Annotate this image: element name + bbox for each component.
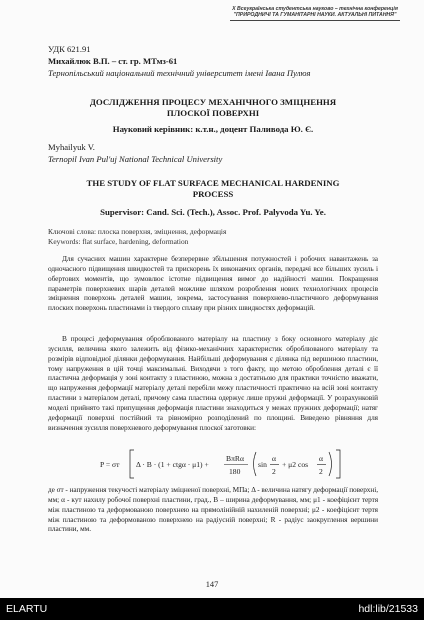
footer-repository-name: ELARTU: [6, 603, 48, 615]
title-en-line1: THE STUDY OF FLAT SURFACE MECHANICAL HARDENING: [86, 178, 340, 188]
udc-code: УДК 621.91: [48, 44, 91, 54]
title-en: [48, 178, 378, 200]
formula-term1: Δ · B · (1 + ctgα · μ1) +: [136, 460, 209, 469]
conference-header-line1: X Всеукраїнська студентська науково – технічна конференція: [232, 6, 398, 12]
title-ua: [48, 97, 378, 119]
formula-numerator: BπRα: [226, 454, 244, 463]
formula-alpha-den-1: 2: [272, 467, 276, 476]
formula-right-paren: [329, 452, 332, 476]
author-ua: Михайлюк В.П. – ст. гр. МТмз-61: [48, 56, 178, 66]
affiliation-ua: Тернопільський національний технічний університет імені Івана Пулюя: [48, 68, 311, 78]
footer-bar: [0, 598, 424, 620]
keywords-en: Keywords: flat surface, hardening, deformation: [48, 237, 189, 246]
affiliation-en: Ternopil Ivan Pul'uj National Technical University: [48, 154, 223, 164]
body-paragraph-1: Для сучасних машин характерне безперервне збільшення потужностей і робочих навантажень за одночасного підвищення швидкостей та прискорень їх виконавчих органів, передачі все більших зусиль і обертових моментів, що зумовлює істотне підвищення вимог до надійності машин. Покращення параметрів поверхневих шарів деталей можливе шляхом розроблення нових технологічних процесів зміцнення поверхонь деталей машин, зокрема, застосування поверхнево-пластичного деформування плоских поверхонь пластинами із твердого сплаву при різних швидкостях деформацій.: [48, 254, 378, 313]
formula-denominator: 180: [229, 467, 241, 476]
advisor-ua: Науковий керівник: к.т.н., доцент Паливода Ю. Є.: [112, 124, 314, 134]
body-paragraph-3: де σт - напруження текучості матеріалу зміцненої поверхні, МПа; Δ - величина натягу деформації поверхні, мм; α - кут нахилу робочої поверхні пластини, град., B – ширина деформування, мм; μ1 - коефіцієнт тертя між пластиною та деформованою поверхнею на прямолінійній нахиленій поверхні; μ2 - коефіцієнт тертя між пластиною та деформованою поверхнею на радіусній поверхні; R - радіус заокруглення вершини пластини, мм.: [48, 485, 379, 534]
title-ua-line2: ПЛОСКОЇ ПОВЕРХНІ: [166, 108, 260, 118]
body-paragraph-2: В процесі деформування оброблюваного матеріалу на пластину з боку основного матеріалу діє зусилля, величина якого залежить від фізико-механічних характеристик оброблюваного матеріалу та розмірів відповідної ділянки деформування. Найбільші деформування є ділянка під вершиною пластини, тому напруження в цій точці максимальні. Виходячи з того факту, що метою оброблення деталі є її пластична деформація у зоні контакту з пластиною, можна з достатньою для практики точністю вважати, що напруження деформації матеріалу деталі перебіли межу пластичності практично на всій зоні контакту пластини з матеріалом деталі, причому сама пластина одержує лише пружні деформації. У розрахунковій моделі прийнято такі припущення деформація пластини знаходиться у межах пружних деформації; натяг деформації поверхні постійний та рівномірно розподілений по площині. Виведено рівняння для визначення зусилля поверхневого деформування плоскої заготовки:: [48, 334, 378, 432]
title-en-line2: PROCESS: [192, 189, 234, 199]
force-equation: [48, 446, 378, 482]
formula-left-bracket: [130, 450, 134, 478]
title-ua-line1: ДОСЛІДЖЕННЯ ПРОЦЕСУ МЕХАНІЧНОГО ЗМІЦНЕННЯ: [89, 97, 337, 107]
formula-right-bracket: [336, 450, 340, 478]
formula-alpha-num-2: α: [319, 454, 323, 463]
author-en: Myhailyuk V.: [48, 142, 95, 152]
conference-header-line2: "ПРИРОДНИЧІ ТА ГУМАНІТАРНІ НАУКИ. АКТУАЛЬНІ ПИТАННЯ": [233, 12, 397, 18]
advisor-en: Supervisor: Cand. Sci. (Tech.), Assoc. Prof. Palyvoda Yu. Ye.: [100, 207, 326, 217]
formula-sin: sin: [258, 460, 267, 469]
keywords-ua: Ключові слова: плоска поверхня, зміцнення, деформація: [48, 227, 227, 236]
formula-alpha-num-1: α: [272, 454, 276, 463]
formula-alpha-den-2: 2: [319, 467, 323, 476]
formula-mid: + μ2 cos: [282, 460, 309, 469]
footer-handle: hdl:lib/21533: [358, 603, 418, 615]
page-number: 147: [205, 580, 219, 589]
formula-lhs: P = σт: [100, 460, 120, 469]
conference-header: [230, 6, 400, 21]
formula-left-paren: [254, 452, 257, 476]
